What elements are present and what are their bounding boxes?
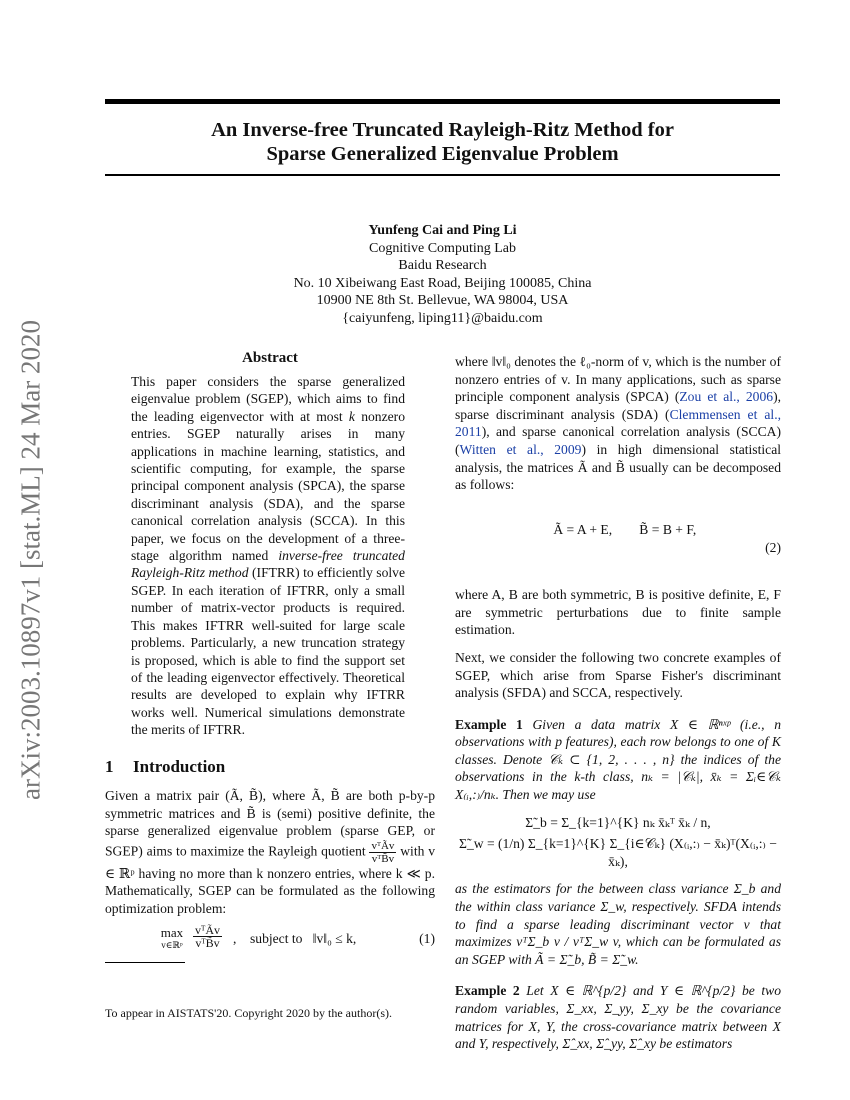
address-1: No. 10 Xibeiwang East Road, Beijing 100085, China — [293, 275, 592, 291]
eq1-constraint: , subject to ‖v‖₀ ≤ k, — [233, 931, 357, 946]
rayleigh-quotient-inline — [369, 840, 396, 865]
section-number: 1 — [105, 757, 114, 776]
abstract-text-1: This paper considers the sparse generalized eigenvalue problem (SGEP), which aims to find the leading eigenvector with at most — [131, 374, 405, 424]
example-2-text: Let X ∈ ℝ^{p/2} and Y ∈ ℝ^{p/2} be two random variables, Σ_xx, Σ_yy, Σ_xy be the covariance matrices for X, Y, the cross-covariance matrix between X and Y, respectively, Σ̂_xx, Σ̂_yy, Σ̂_xy be estimators — [455, 983, 781, 1052]
abstract-acronym: (IFTRR) — [252, 565, 300, 581]
title-top-rule — [105, 99, 780, 104]
intro-text-2: with v ∈ ℝᵖ having no more than k nonzero entries, where k ≪ p. Mathematically, SGEP can be formulated as the following optimization problem: — [105, 843, 435, 916]
right-paragraph-3: Next, we consider the following two concrete examples of SGEP, which arise from Sparse Fisher's discriminant analysis (SFDA) and SCCA, respectively. — [455, 649, 781, 701]
rp1-b: ), sparse discriminant analysis (SDA) ( — [455, 389, 781, 422]
title-line-1: An Inverse-free Truncated Rayleigh-Ritz Method for — [211, 119, 674, 141]
abstract-method-name: inverse-free truncated Rayleigh-Ritz method — [131, 548, 405, 581]
example-1-after: as the estimators for the between class variance Σ_b and the within class variance Σ_w, respectively. SFDA intends to find a sparse leading discriminant vector v that maximizes vᵀΣ_b v / vᵀΣ_w v, which can be formulated as an SGEP with Ã = Σ̃_b, B̃ = Σ̃_w. — [455, 881, 781, 967]
eq1-tag: (1) — [419, 931, 435, 946]
address-2: 10900 NE 8th St. Bellevue, WA 98004, USA — [316, 293, 569, 308]
affiliation-1: Cognitive Computing Lab — [369, 240, 516, 256]
paper-title — [105, 118, 780, 166]
eq2-tag: (2) — [765, 539, 781, 555]
author-block — [105, 222, 780, 327]
abstract-heading: Abstract — [242, 350, 298, 366]
abstract-k: k — [348, 408, 355, 424]
citation-zou[interactable]: Zou et al., 2006 — [679, 389, 774, 405]
example-2 — [455, 982, 781, 1052]
eq1-numerator: vᵀÃv — [195, 923, 221, 937]
right-paragraph-2: where A, B are both symmetric, B is positive definite, E, F are symmetric perturbations due to finite sample estimation. — [455, 587, 781, 638]
rp1-d: ) in high dimensional statistical analysis, the matrices Ã and B̃ usually can be decomposed as follows: — [455, 441, 781, 493]
rp1-c: ), and sparse canonical correlation analysis (SCCA) ( — [455, 424, 781, 457]
frac-denominator: vᵀB̃v — [371, 852, 395, 865]
affiliation-2: Baidu Research — [398, 258, 487, 273]
right-paragraph-1 — [455, 353, 781, 494]
footnote: To appear in AISTATS'20. Copyright 2020 by the author(s). — [105, 1006, 392, 1020]
abstract-body — [131, 373, 405, 739]
frac-numerator: vᵀÃv — [371, 839, 395, 852]
footnote-rule — [105, 962, 185, 963]
abstract-text-2: nonzero entries. SGEP naturally arises in many applications in machine learning, statistics, and scientific computing, for example, the sparse principal component analysis (SPCA), the sparse discriminant analysis (SDA), and the sparse canonical correlation analysis (SCCA). In this paper, we focus on the development of a three-stage algorithm named — [131, 408, 405, 564]
arxiv-id: arXiv:2003.10897v1 [stat.ML] 24 Mar 2020 — [15, 320, 46, 800]
eq2-body: Ã = A + E, B̃ = B + F, — [553, 522, 697, 538]
intro-text-1: Given a matrix pair (Ã, B̃), where Ã, B̃ are both p-by-p symmetric matrices and B̃ is (semi) positive definite, the sparse generalized eigenvalue problem (sparse GEP, or SGEP) aims to maximize the Rayleigh quotient — [105, 788, 435, 859]
example-1-text: Given a data matrix X ∈ ℝⁿˣᵖ (i.e., n observations with p features), each row belongs to one of K classes. Denote 𝒞ₖ ⊂ {1, 2, . . . , n} the indices of the observations in the k-th class, nₖ = |𝒞ₖ|, x̄ₖ = Σᵢ∈𝒞ₖ X₍ᵢ,:₎/nₖ. Then we may use — [455, 716, 781, 803]
title-bottom-rule — [105, 174, 780, 176]
abstract-text-3: to efficiently solve SGEP. In each iteration of IFTRR, only a small number of matrix-vector products is required. This makes IFTRR well-suited for large scale problems. Particularly, a new truncation strategy is proposed, which is able to find the support set of the leading eigenvector effectively. Theoretical results are developed to explain why IFTRR works well. Numerical simulations demonstrate the merits of IFTRR. — [131, 565, 406, 738]
arxiv-sidebar — [0, 280, 62, 840]
title-line-2: Sparse Generalized Eigenvalue Problem — [266, 143, 619, 165]
eq1-denominator: vᵀB̃v — [195, 936, 220, 950]
equation-sigma-w: Σ̃_w = (1/n) Σ_{k=1}^{K} Σ_{i∈𝒞ₖ} (X₍ᵢ,:₎ − x̄ₖ)ᵀ(X₍ᵢ,:₎ − x̄ₖ), — [459, 836, 777, 869]
equation-2 — [455, 504, 781, 574]
eq1-max: max — [160, 925, 184, 940]
eq1-fraction — [193, 924, 222, 949]
author-names: Yunfeng Cai and Ping Li — [368, 223, 517, 238]
section-heading-introduction — [105, 757, 225, 777]
right-column — [455, 353, 781, 1063]
equation-sigma-b: Σ̃_b = Σ_{k=1}^{K} nₖ x̄ₖᵀ x̄ₖ / n, — [525, 814, 711, 830]
citation-clemmensen[interactable]: Clemmensen et al., 2011 — [455, 406, 781, 440]
rp1-a: where ‖v‖₀ denotes the ℓ₀-norm of v, which is the number of nonzero entries of v. In many applications, such as sparse principle component analysis (SPCA) ( — [455, 354, 781, 405]
eq1-subscript: v∈ℝᵖ — [161, 940, 183, 950]
example-1-label: Example 1 — [455, 716, 523, 732]
equation-1 — [105, 922, 435, 958]
intro-paragraph — [105, 787, 435, 918]
section-title: Introduction — [133, 757, 226, 776]
citation-witten[interactable]: Witten et al., 2009 — [459, 441, 582, 457]
author-email: {caiyunfeng, liping11}@baidu.com — [342, 310, 543, 326]
example-1 — [455, 716, 781, 804]
example-2-label: Example 2 — [455, 983, 520, 999]
